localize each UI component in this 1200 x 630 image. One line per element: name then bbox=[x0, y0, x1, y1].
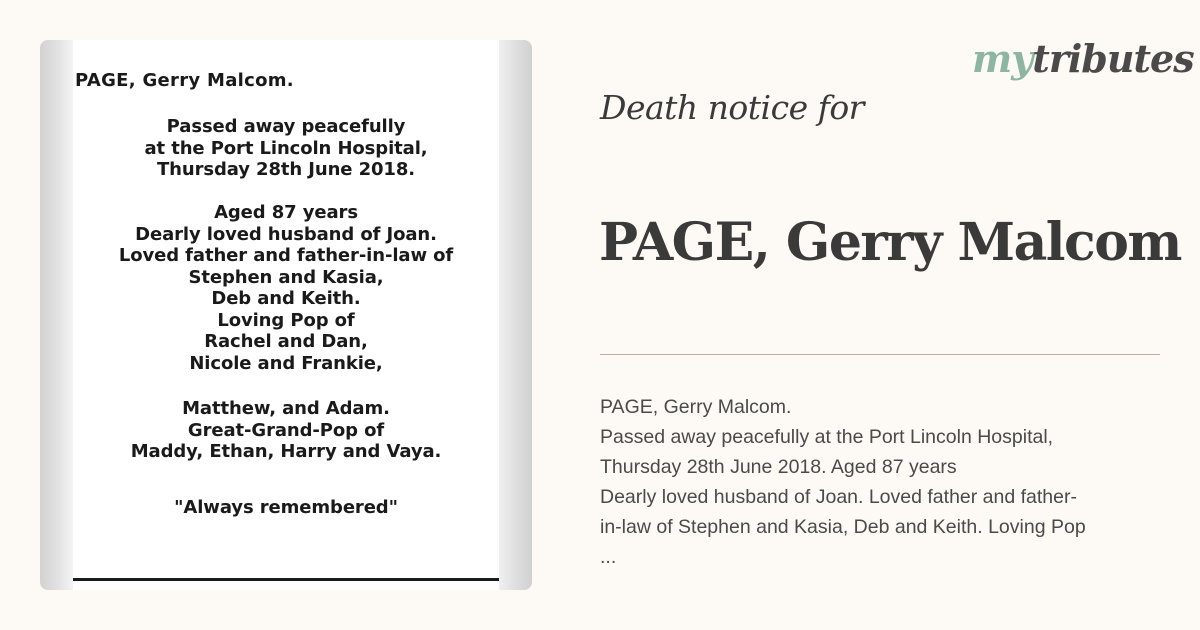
notice-line: Loving Pop of bbox=[217, 309, 355, 331]
notice-line: Dearly loved husband of Joan. bbox=[135, 223, 437, 245]
notice-subtitle: Death notice for bbox=[600, 88, 864, 127]
notice-line: Stephen and Kasia, bbox=[188, 266, 384, 288]
excerpt-line: PAGE, Gerry Malcom. bbox=[600, 396, 792, 418]
notice-bottom-rule bbox=[73, 578, 499, 581]
mytributes-logo[interactable] bbox=[972, 36, 1194, 81]
notice-paragraph-3 bbox=[73, 398, 499, 463]
divider bbox=[600, 354, 1160, 355]
notice-quote: "Always remembered" bbox=[174, 497, 398, 518]
notice-line: Loved father and father-in-law of bbox=[118, 245, 454, 266]
notice-line: Aged 87 years bbox=[214, 202, 358, 223]
notice-paper bbox=[73, 40, 499, 590]
notice-line: Maddy, Ethan, Harry and Vaya. bbox=[130, 441, 442, 462]
notice-paragraph-1 bbox=[73, 116, 499, 181]
excerpt-line: Thursday 28th June 2018. Aged 87 years bbox=[600, 456, 957, 478]
notice-line: Passed away peacefully bbox=[166, 116, 406, 137]
excerpt-line: Dearly loved husband of Joan. Loved father and father- bbox=[600, 486, 1077, 508]
excerpt-line: Passed away peacefully at the Port Lincoln Hospital, bbox=[600, 426, 1054, 448]
notice-line: Great-Grand-Pop of bbox=[187, 419, 385, 441]
excerpt-line: ... bbox=[600, 546, 617, 568]
logo-suffix: tributes bbox=[1032, 36, 1194, 81]
notice-excerpt bbox=[600, 392, 1175, 572]
notice-paragraph-2 bbox=[73, 202, 499, 374]
notice-name-line: PAGE, Gerry Malcom. bbox=[75, 70, 294, 91]
notice-line: Matthew, and Adam. bbox=[182, 398, 390, 419]
notice-line: Nicole and Frankie, bbox=[189, 352, 383, 374]
notice-line: Thursday 28th June 2018. bbox=[156, 159, 416, 180]
logo-prefix: my bbox=[972, 36, 1033, 81]
notice-line: Rachel and Dan, bbox=[204, 331, 368, 352]
notice-line: Deb and Keith. bbox=[211, 288, 361, 309]
excerpt-line: in-law of Stephen and Kasia, Deb and Keith. Loving Pop bbox=[600, 516, 1086, 538]
notice-line: at the Port Lincoln Hospital, bbox=[144, 137, 428, 159]
death-notice-image bbox=[40, 40, 532, 590]
deceased-name-heading: PAGE, Gerry Malcom bbox=[599, 212, 1181, 273]
